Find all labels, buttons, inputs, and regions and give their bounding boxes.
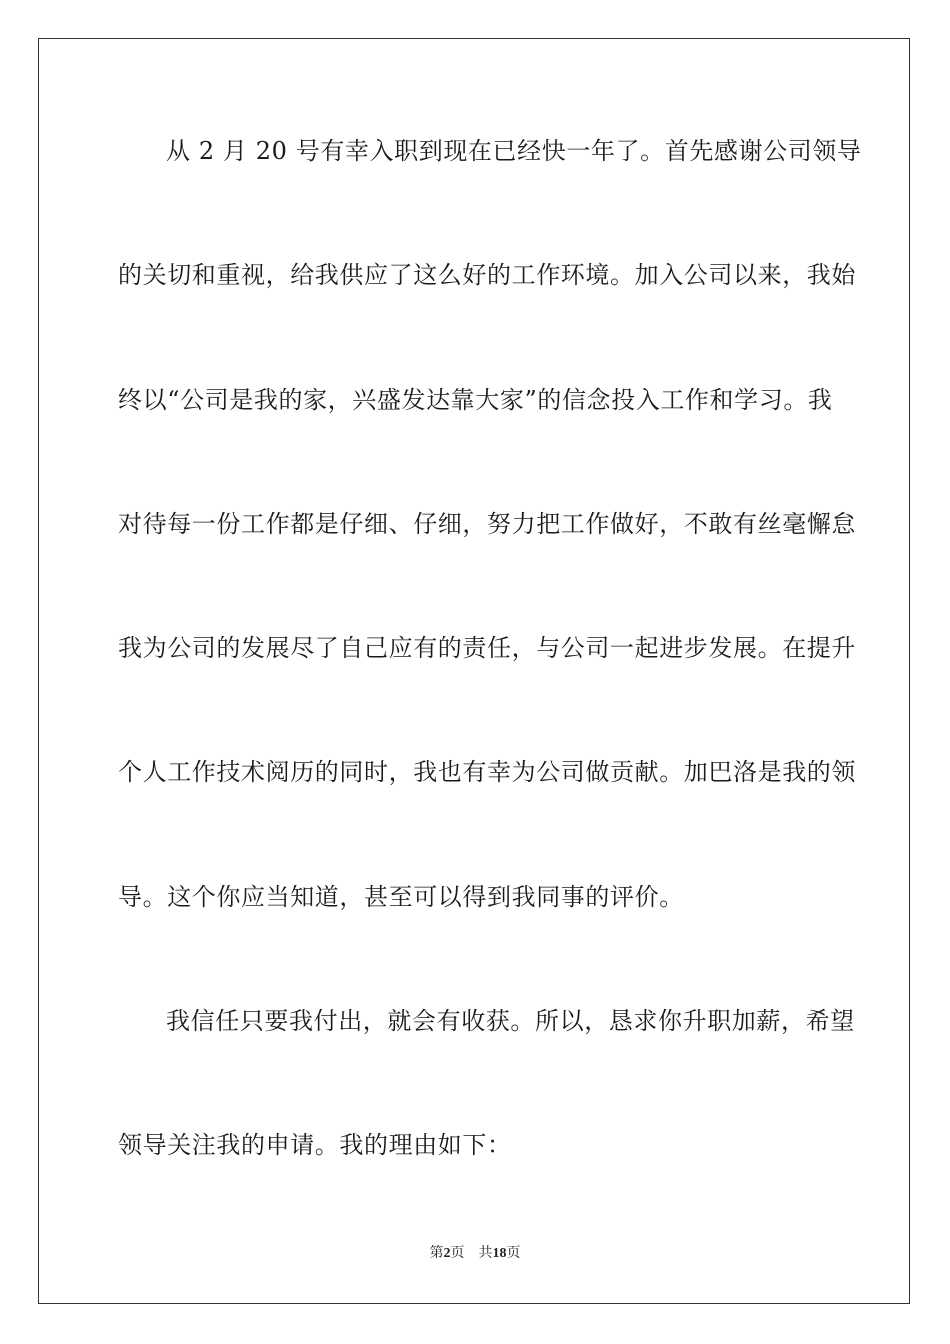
paragraph-1-line-1: 从 2 月 20 号有幸入职到现在已经快一年了。首先感谢公司领导	[166, 137, 862, 165]
page-number: 2	[443, 1246, 451, 1261]
total-prefix: 共	[478, 1246, 493, 1261]
page-prefix: 第	[429, 1246, 444, 1261]
page-border	[38, 38, 910, 1304]
paragraph-1-line-4: 对待每一份工作都是仔细、仔细，努力把工作做好，不敢有丝毫懈怠	[118, 510, 856, 538]
page-suffix: 页	[450, 1246, 465, 1261]
paragraph-1-line-5: 我为公司的发展尽了自己应有的责任，与公司一起进步发展。在提升	[118, 634, 856, 662]
paragraph-1-line-6: 个人工作技术阅历的同时，我也有幸为公司做贡献。加巴洛是我的领	[118, 758, 856, 786]
paragraph-1-line-3: 终以“公司是我的家，兴盛发达靠大家”的信念投入工作和学习。我	[118, 386, 833, 414]
page-footer	[0, 1244, 950, 1264]
total-suffix: 页	[506, 1246, 521, 1261]
paragraph-1-line-2: 的关切和重视，给我供应了这么好的工作环境。加入公司以来，我始	[118, 261, 856, 289]
paragraph-1-line-7: 导。这个你应当知道，甚至可以得到我同事的评价。	[118, 883, 684, 911]
paragraph-2-line-2: 领导关注我的申请。我的理由如下：	[118, 1131, 512, 1159]
total-pages: 18	[492, 1246, 507, 1261]
paragraph-2-line-1: 我信任只要我付出，就会有收获。所以，恳求你升职加薪，希望	[166, 1007, 855, 1035]
